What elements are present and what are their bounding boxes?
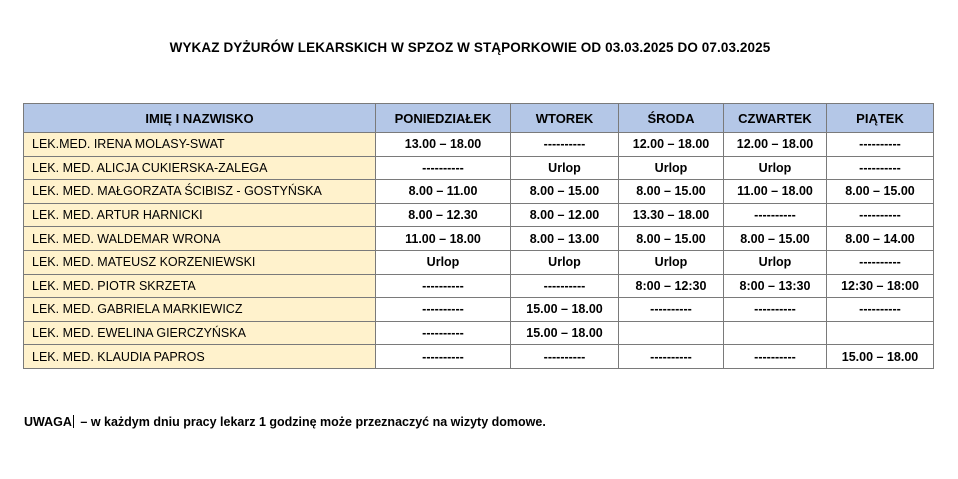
header-friday: PIĄTEK <box>827 104 934 133</box>
table-header <box>24 104 934 133</box>
duty-hours-friday: ---------- <box>827 250 934 274</box>
table-row <box>24 274 934 298</box>
duty-hours-thursday: 11.00 – 18.00 <box>724 180 827 204</box>
duty-hours-monday: 13.00 – 18.00 <box>376 133 511 157</box>
duty-schedule-table <box>23 103 934 369</box>
duty-hours-monday: Urlop <box>376 250 511 274</box>
text-cursor <box>73 415 74 428</box>
duty-hours-thursday: ---------- <box>724 203 827 227</box>
duty-hours-friday <box>827 321 934 345</box>
header-wednesday: ŚRODA <box>619 104 724 133</box>
duty-hours-monday: ---------- <box>376 274 511 298</box>
doctor-name: LEK. MED. ARTUR HARNICKI <box>24 203 376 227</box>
duty-hours-thursday: Urlop <box>724 250 827 274</box>
duty-hours-friday: 15.00 – 18.00 <box>827 345 934 369</box>
document-title: WYKAZ DYŻURÓW LEKARSKICH W SPZOZ W STĄPORKOWIE OD 03.03.2025 DO 07.03.2025 <box>169 40 771 55</box>
doctor-name: LEK. MED. MATEUSZ KORZENIEWSKI <box>24 250 376 274</box>
duty-hours-tuesday: Urlop <box>511 250 619 274</box>
duty-hours-monday: ---------- <box>376 156 511 180</box>
duty-hours-friday: ---------- <box>827 133 934 157</box>
table-row <box>24 203 934 227</box>
duty-hours-wednesday: 8.00 – 15.00 <box>619 227 724 251</box>
table-row <box>24 250 934 274</box>
note-text: – w każdym dniu pracy lekarz 1 godzinę może przeznaczyć na wizyty domowe. <box>76 415 546 429</box>
header-row <box>24 104 934 133</box>
duty-hours-monday: ---------- <box>376 345 511 369</box>
duty-hours-tuesday: 15.00 – 18.00 <box>511 298 619 322</box>
duty-hours-thursday: 8.00 – 15.00 <box>724 227 827 251</box>
duty-hours-tuesday: 8.00 – 12.00 <box>511 203 619 227</box>
duty-hours-thursday: 12.00 – 18.00 <box>724 133 827 157</box>
duty-hours-monday: 8.00 – 11.00 <box>376 180 511 204</box>
doctor-name: LEK. MED. WALDEMAR WRONA <box>24 227 376 251</box>
table-row <box>24 321 934 345</box>
duty-hours-monday: 8.00 – 12.30 <box>376 203 511 227</box>
table-body <box>24 133 934 369</box>
duty-hours-monday: 11.00 – 18.00 <box>376 227 511 251</box>
doctor-name: LEK. MED. MAŁGORZATA ŚCIBISZ - GOSTYŃSKA <box>24 180 376 204</box>
duty-hours-wednesday: ---------- <box>619 298 724 322</box>
duty-hours-thursday: Urlop <box>724 156 827 180</box>
duty-hours-wednesday: 13.30 – 18.00 <box>619 203 724 227</box>
duty-hours-thursday <box>724 321 827 345</box>
table-row <box>24 298 934 322</box>
duty-hours-friday: ---------- <box>827 203 934 227</box>
duty-hours-friday: 8.00 – 14.00 <box>827 227 934 251</box>
table-row <box>24 156 934 180</box>
header-name: IMIĘ I NAZWISKO <box>24 104 376 133</box>
doctor-name: LEK. MED. PIOTR SKRZETA <box>24 274 376 298</box>
duty-hours-thursday: ---------- <box>724 298 827 322</box>
duty-hours-friday: ---------- <box>827 156 934 180</box>
duty-hours-friday: 12:30 – 18:00 <box>827 274 934 298</box>
duty-hours-thursday: ---------- <box>724 345 827 369</box>
duty-hours-wednesday: 8.00 – 15.00 <box>619 180 724 204</box>
header-thursday: CZWARTEK <box>724 104 827 133</box>
duty-hours-monday: ---------- <box>376 298 511 322</box>
duty-hours-tuesday: Urlop <box>511 156 619 180</box>
duty-hours-tuesday: 8.00 – 15.00 <box>511 180 619 204</box>
table-row <box>24 345 934 369</box>
doctor-name: LEK.MED. IRENA MOLASY-SWAT <box>24 133 376 157</box>
duty-hours-wednesday: 8:00 – 12:30 <box>619 274 724 298</box>
note-label: UWAGA <box>24 415 72 429</box>
duty-hours-tuesday: 15.00 – 18.00 <box>511 321 619 345</box>
doctor-name: LEK. MED. EWELINA GIERCZYŃSKA <box>24 321 376 345</box>
header-monday: PONIEDZIAŁEK <box>376 104 511 133</box>
duty-hours-tuesday: ---------- <box>511 133 619 157</box>
table-row <box>24 180 934 204</box>
doctor-name: LEK. MED. GABRIELA MARKIEWICZ <box>24 298 376 322</box>
duty-hours-thursday: 8:00 – 13:30 <box>724 274 827 298</box>
doctor-name: LEK. MED. ALICJA CUKIERSKA-ZALEGA <box>24 156 376 180</box>
duty-hours-friday: ---------- <box>827 298 934 322</box>
duty-hours-wednesday: 12.00 – 18.00 <box>619 133 724 157</box>
duty-hours-wednesday: ---------- <box>619 345 724 369</box>
duty-hours-wednesday: Urlop <box>619 250 724 274</box>
duty-hours-tuesday: 8.00 – 13.00 <box>511 227 619 251</box>
note <box>24 415 546 429</box>
header-tuesday: WTOREK <box>511 104 619 133</box>
table-row <box>24 133 934 157</box>
duty-hours-tuesday: ---------- <box>511 274 619 298</box>
duty-hours-wednesday <box>619 321 724 345</box>
duty-hours-wednesday: Urlop <box>619 156 724 180</box>
duty-hours-tuesday: ---------- <box>511 345 619 369</box>
doctor-name: LEK. MED. KLAUDIA PAPROS <box>24 345 376 369</box>
duty-hours-monday: ---------- <box>376 321 511 345</box>
duty-hours-friday: 8.00 – 15.00 <box>827 180 934 204</box>
table-row <box>24 227 934 251</box>
